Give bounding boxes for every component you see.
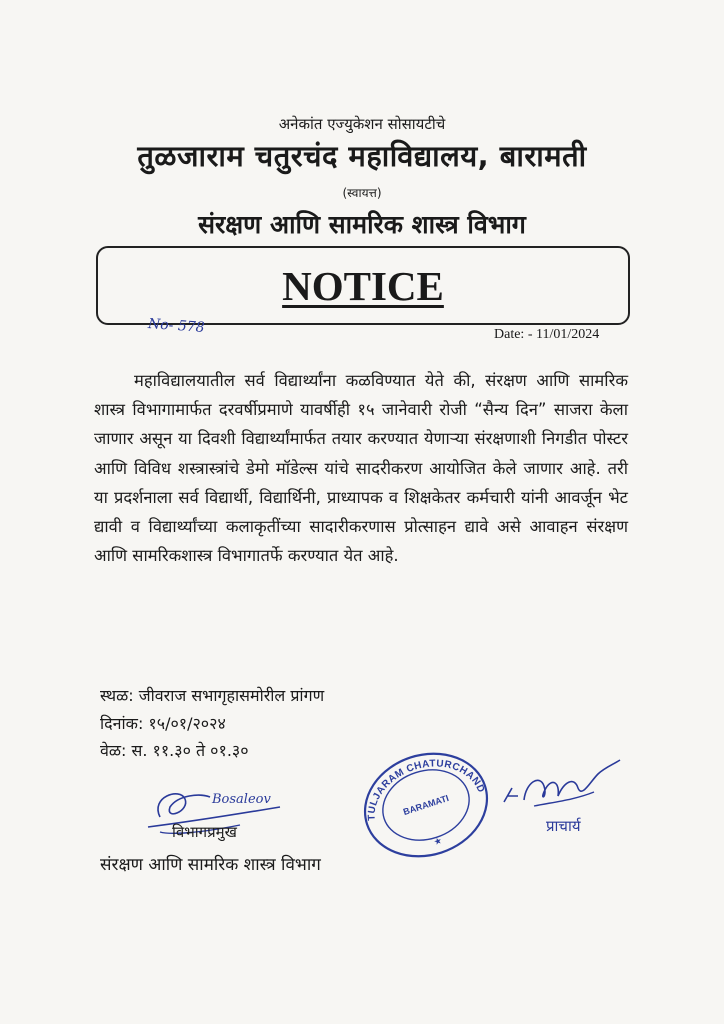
society-name: अनेकांत एज्युकेशन सोसायटीचे <box>278 115 446 133</box>
college-seal <box>356 750 496 860</box>
college-name: तुळजाराम चतुरचंद महाविद्यालय, बारामती <box>137 139 587 173</box>
event-time: वेळ: स. ११.३० ते ०१.३० <box>100 741 249 760</box>
seal-star-icon: ★ <box>432 836 444 849</box>
seal-center-text: BARAMATI <box>401 792 451 818</box>
principal-signature <box>494 752 624 822</box>
hod-label: विभागप्रमुख <box>172 823 237 841</box>
hod-department: संरक्षण आणि सामरिक शास्त्र विभाग <box>100 855 321 875</box>
hod-signature-text: Bosaleov <box>212 792 271 807</box>
seal-ring-text: TULJARAM CHATURCHAND <box>366 758 487 821</box>
department-name: संरक्षण आणि सामरिक शास्त्र विभाग <box>198 210 526 239</box>
notice-title-box <box>96 246 630 325</box>
notice-title: NOTICE <box>282 263 444 309</box>
notice-body: महाविद्यालयातील सर्व विद्यार्थ्यांना कळविण्यात येते की, संरक्षण आणि सामरिक शास्त्र विभागामार्फत दरवर्षीप्रमाणे यावर्षीही १५ जानेवारी रोजी “सैन्य दिन” साजरा केला जाणार असून या दिवशी विद्यार्थ्यांमार्फत तयार करण्यात येणाऱ्या संरक्षणाशी निगडीत पोस्टर आणि विविध शस्त्रास्त्रांचे डेमो मॉडेल्स यांचे सादरीकरण आयोजित केले जाणार आहे. तरी या प्रदर्शनाला सर्व विद्यार्थी, विद्यार्थिनी, प्राध्यापक व शिक्षकेतर कर्मचारी यांनी आवर्जून भेट द्यावी व विद्यार्थ्यांच्या कलाकृतींच्या सादारीकरणास प्रोत्साहन द्यावे असे आवाहन संरक्षण आणि सामरिकशास्त्र विभागातर्फे करण्यात येत आहे. <box>94 371 628 566</box>
autonomous-label: (स्वायत्त) <box>342 186 382 200</box>
reference-number: No- 578 <box>147 316 206 336</box>
principal-label: प्राचार्य <box>546 817 581 835</box>
event-date: दिनांक: १५/०१/२०२४ <box>100 714 226 733</box>
event-venue: स्थळ: जीवराज सभागृहासमोरील प्रांगण <box>100 686 325 705</box>
notice-date: Date: - 11/01/2024 <box>494 327 600 342</box>
